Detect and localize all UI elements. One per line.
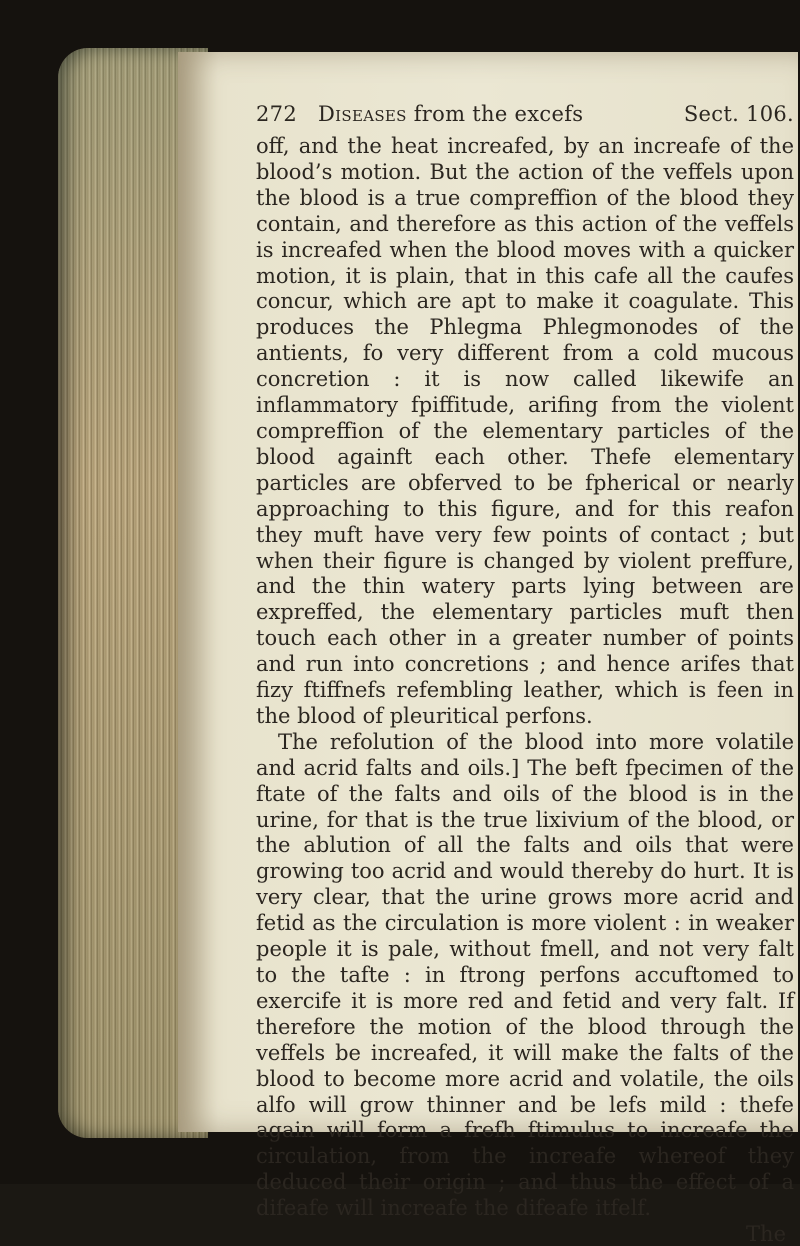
section-number: Sect. 106.: [683, 102, 794, 126]
page-number: 272: [256, 102, 297, 126]
catchword: The: [746, 1222, 786, 1246]
page-header: [256, 98, 794, 134]
page-content: [256, 98, 794, 1246]
running-head-title: Diseases: [318, 102, 407, 126]
running-head: [318, 102, 583, 126]
paragraph: The refolution of the blood into more volatile and acrid falts and oils.] The beft fpecimen of the ftate of the falts and oils of the blood is in the urine, for that is the true lixivium of the blood, or the ablution of all the falts and oils that were growing too acrid and would thereby do hurt. It is very clear, that the urine grows more acrid and fetid as the circulation is more violent : in weaker people it is pale, without fmell, and not very falt to the tafte : in ftrong perfons accuftomed to exercife it is more red and fetid and very falt. If therefore the motion of the blood through the veffels be increafed, it will make the falts of the blood to become more acrid and volatile, the oils alfo will grow thinner and be lefs mild : thefe again will form a frefh ftimulus to increafe the circulation, from the increafe whereof they deduced their origin ; and thus the effect of a difeafe will increafe the difeafe itfelf.: [256, 729, 794, 1221]
paragraph: off, and the heat increafed, by an increafe of the blood’s motion. But the action of the veffels upon the blood is a true compreffion of the blood they contain, and therefore as this action of the veffels is increafed when the blood moves with a quicker motion, it is plain, that in this cafe all the caufes concur, which are apt to make it coagulate. This produces the Phlegma Phlegmonodes of the antients, fo very different from a cold mucous concretion : it is now called likewife an inflammatory fpiffitude, arifing from the violent compreffion of the elementary particles of the blood againft each other. Thefe elementary particles are obferved to be fpherical or nearly approaching to this figure, and for this reafon they muft have very few points of contact ; but when their figure is changed by violent preffure, and the thin watery parts lying between are expreffed, the elementary particles muft then touch each other in a greater number of points and run into concretions ; and hence arifes that fizy ftiffnefs refembling leather, which is feen in the blood of pleuritical perfons.: [256, 134, 794, 728]
running-head-rest: from the excefs: [413, 102, 584, 126]
body-text: [256, 134, 794, 1222]
